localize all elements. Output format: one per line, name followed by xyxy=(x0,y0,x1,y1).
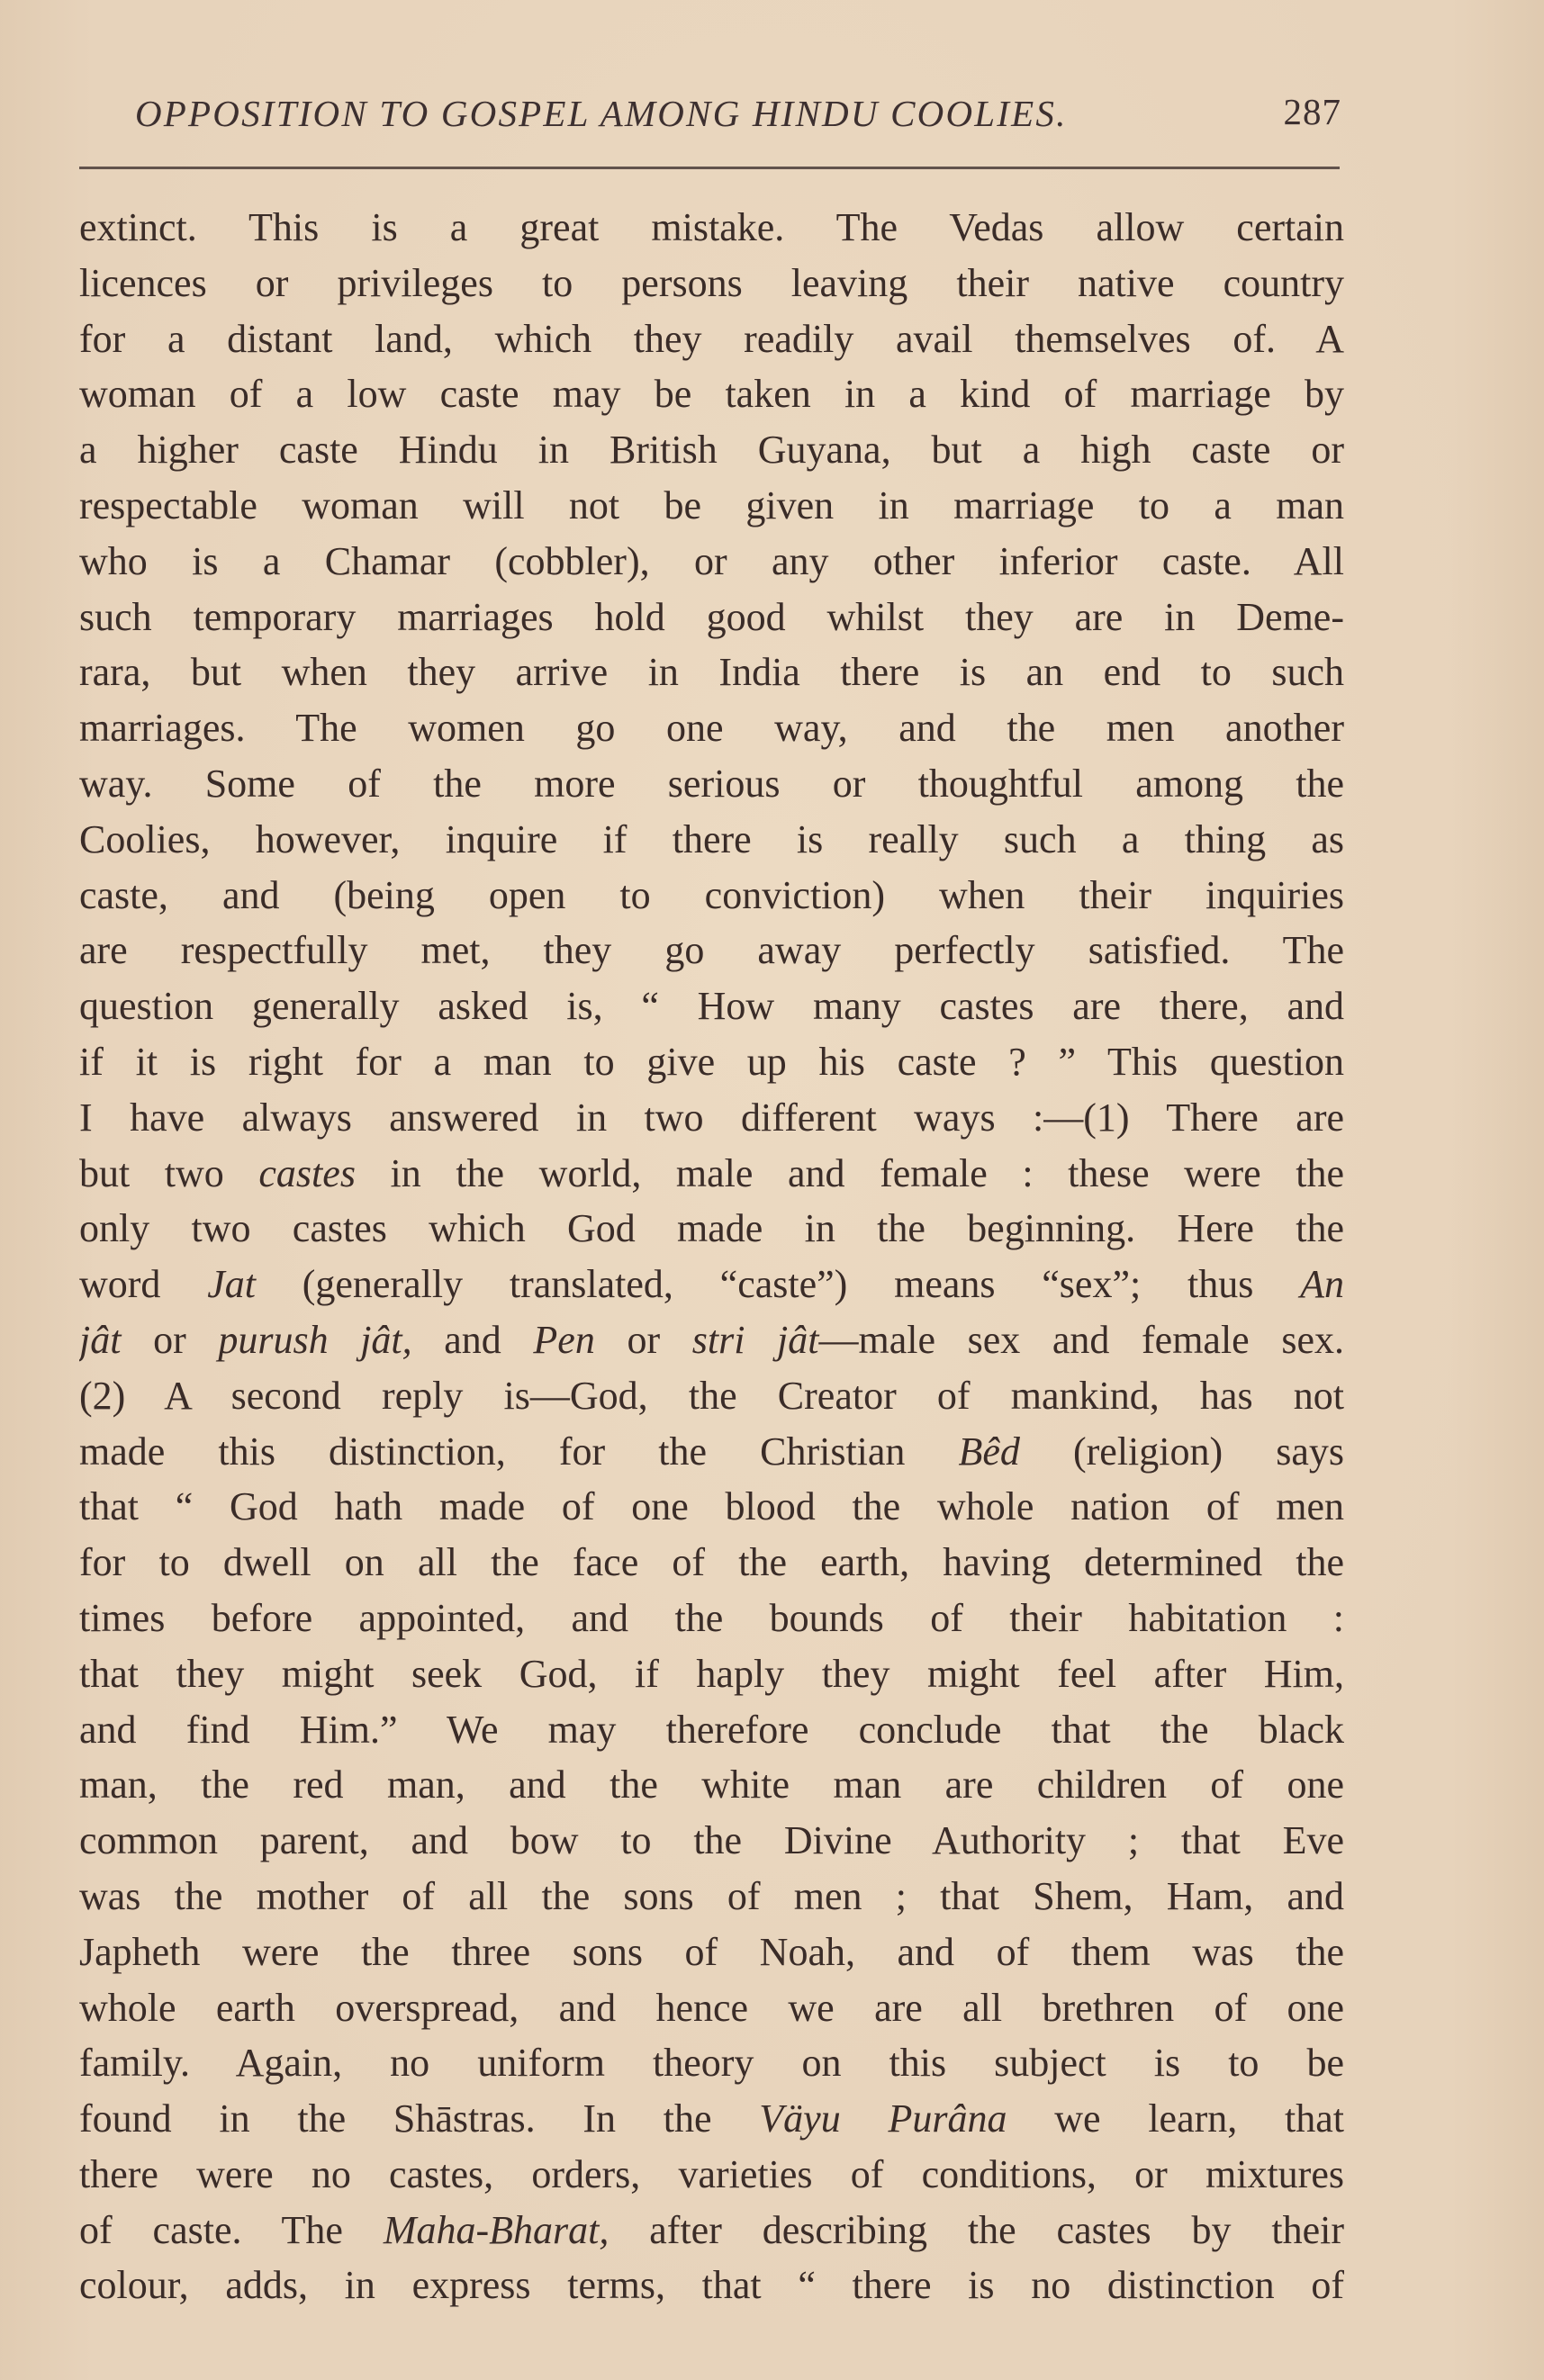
text-run: I have always answered in two different ways :—(1) There are xyxy=(79,1095,1344,1140)
italic-text-run: An xyxy=(1300,1262,1344,1307)
text-run: found in the Shāstras. In the xyxy=(79,2096,760,2141)
text-run: there were no castes, orders, varieties of conditions, or mixtures xyxy=(79,2151,1344,2196)
text-run: who is a Chamar (cobbler), or any other inferior caste. All xyxy=(79,538,1344,583)
text-line xyxy=(79,645,1344,700)
text-run: extinct. This is a great mistake. The Vedas allow certain xyxy=(79,205,1344,249)
text-line xyxy=(79,1535,1344,1591)
italic-text-run: jât xyxy=(79,1317,122,1362)
text-run: Japheth were the three sons of Noah, and of them was the xyxy=(79,1929,1344,1974)
text-line xyxy=(79,978,1344,1034)
text-line xyxy=(79,478,1344,534)
text-run: (religion) says xyxy=(1019,1429,1344,1474)
text-run: (generally translated, “caste”) means “sex”; thus xyxy=(255,1262,1301,1307)
text-run: made this distinction, for the Christian xyxy=(79,1429,959,1474)
text-line xyxy=(79,1925,1344,1980)
text-run: such temporary marriages hold good whilst they are in Deme- xyxy=(79,594,1344,639)
text-run: are respectfully met, they go away perfectly satisfied. The xyxy=(79,928,1344,973)
text-line xyxy=(79,1034,1344,1090)
italic-text-run: Maha-Bharat, xyxy=(383,2207,609,2252)
text-run: if it is right for a man to give up his caste ? ” This question xyxy=(79,1039,1344,1084)
text-line xyxy=(79,534,1344,590)
italic-text-run: castes xyxy=(258,1150,356,1195)
text-line xyxy=(79,1090,1344,1146)
body-text xyxy=(79,200,1344,2313)
text-line xyxy=(79,923,1344,978)
text-line xyxy=(79,1757,1344,1813)
italic-text-run: purush jât, xyxy=(218,1317,412,1362)
text-line xyxy=(79,200,1344,256)
text-run: that “ God hath made of one blood the whole nation of men xyxy=(79,1484,1344,1529)
text-line xyxy=(79,756,1344,812)
text-run: for to dwell on all the face of the earth, having determined the xyxy=(79,1540,1344,1585)
text-run: (2) A second reply is—God, the Creator of mankind, has not xyxy=(79,1373,1344,1418)
text-line xyxy=(79,2035,1344,2091)
text-run: we learn, that xyxy=(1007,2096,1344,2141)
text-run: only two castes which God made in the beginning. Here the xyxy=(79,1206,1344,1251)
header-rule xyxy=(79,167,1340,169)
text-run: rara, but when they arrive in India there is an end to such xyxy=(79,650,1344,695)
text-line xyxy=(79,311,1344,367)
italic-text-run: Pen xyxy=(533,1317,595,1362)
text-line xyxy=(79,1869,1344,1925)
italic-text-run: Väyu Purâna xyxy=(759,2096,1007,2141)
text-run: Coolies, however, inquire if there is really such a thing as xyxy=(79,816,1344,861)
text-line xyxy=(79,1368,1344,1424)
text-run: marriages. The women go one way, and the men another xyxy=(79,706,1344,751)
text-run: or xyxy=(121,1317,219,1362)
text-line xyxy=(79,2091,1344,2147)
text-run: word xyxy=(79,1262,208,1307)
italic-text-run: Bêd xyxy=(958,1429,1020,1474)
text-run: that they might seek God, if haply they might feel after Him, xyxy=(79,1651,1344,1696)
text-line xyxy=(79,1312,1344,1368)
text-line xyxy=(79,1646,1344,1702)
text-line xyxy=(79,590,1344,645)
text-run: man, the red man, and the white man are children of one xyxy=(79,1762,1344,1808)
text-line xyxy=(79,2147,1344,2203)
text-line xyxy=(79,812,1344,868)
text-run: family. Again, no uniform theory on this subject is to be xyxy=(79,2041,1344,2086)
text-run: in the world, male and female : these were the xyxy=(355,1150,1344,1195)
text-line xyxy=(79,1813,1344,1869)
text-run: was the mother of all the sons of men ; that Shem, Ham, and xyxy=(79,1873,1344,1918)
text-line xyxy=(79,1257,1344,1312)
text-run: question generally asked is, “ How many castes are there, and xyxy=(79,984,1344,1029)
text-line xyxy=(79,1479,1344,1535)
text-run: for a distant land, which they readily avail themselves of. A xyxy=(79,316,1344,361)
text-run: way. Some of the more serious or thoughtful among the xyxy=(79,761,1344,806)
text-line xyxy=(79,700,1344,756)
text-run: of caste. The xyxy=(79,2207,384,2252)
text-run: and find Him.” We may therefore conclude that the black xyxy=(79,1707,1344,1752)
text-line xyxy=(79,422,1344,478)
text-line xyxy=(79,1980,1344,2036)
text-run: colour, adds, in express terms, that “ there is no distinction of xyxy=(79,2263,1344,2308)
text-line xyxy=(79,1702,1344,1758)
italic-text-run: stri jât xyxy=(691,1317,819,1362)
text-run: caste, and (being open to conviction) when their inquiries xyxy=(79,872,1344,917)
text-line xyxy=(79,868,1344,924)
running-title: OPPOSITION TO GOSPEL AMONG HINDU COOLIES. xyxy=(135,93,1068,134)
text-run: and xyxy=(411,1317,534,1362)
text-line xyxy=(79,1424,1344,1480)
page-number: 287 xyxy=(1283,91,1341,132)
italic-text-run: Jat xyxy=(207,1262,256,1307)
text-run: times before appointed, and the bounds of their habitation : xyxy=(79,1595,1344,1640)
text-run: a higher caste Hindu in British Guyana, but a high caste or xyxy=(79,428,1344,473)
text-run: common parent, and bow to the Divine Authority ; that Eve xyxy=(79,1818,1344,1863)
text-run: woman of a low caste may be taken in a kind of marriage by xyxy=(79,372,1344,417)
text-run: licences or privileges to persons leaving their native country xyxy=(79,260,1344,305)
text-run: whole earth overspread, and hence we are all brethren of one xyxy=(79,1985,1344,2030)
text-line xyxy=(79,256,1344,311)
text-run: after describing the castes by their xyxy=(609,2207,1344,2252)
text-line xyxy=(79,366,1344,422)
text-line xyxy=(79,1591,1344,1646)
text-line xyxy=(79,1146,1344,1202)
text-run: respectable woman will not be given in marriage to a man xyxy=(79,482,1344,527)
text-run: —male sex and female sex. xyxy=(818,1317,1344,1362)
running-head xyxy=(135,92,1341,146)
text-line xyxy=(79,1201,1344,1257)
text-line xyxy=(79,2203,1344,2258)
text-run: or xyxy=(594,1317,692,1362)
text-run: but two xyxy=(79,1150,259,1195)
text-line xyxy=(79,2258,1344,2313)
